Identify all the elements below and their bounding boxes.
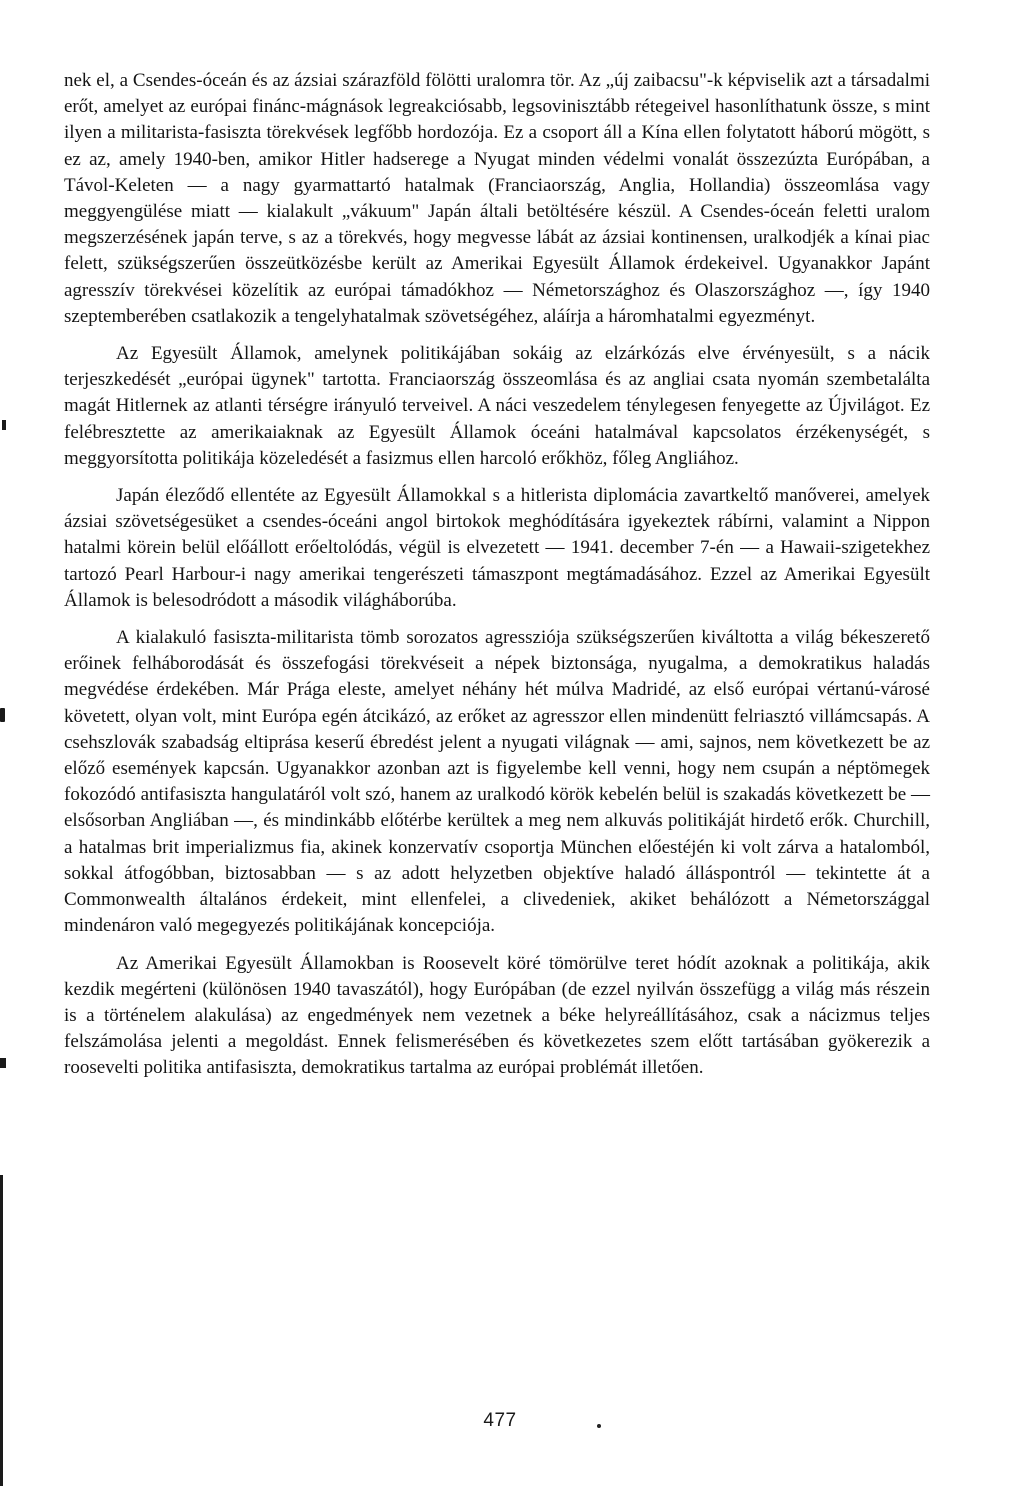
scan-edge-mark [2,420,6,430]
scan-binding-edge [0,1175,3,1486]
paragraph-3: Japán éleződő ellentéte az Egyesült Államokkal s a hitlerista diplomácia zavartkeltő manőverei, amelyek ázsiai szövetségesüket a csendes-óceáni angol birtokok meghódítására igyekeztek rábírni, valamint a Nippon hatalmi körein belül előállott erőeltolódás, végül is elvezetett — 1941. december 7-én — a Hawaii-szigetekhez tartozó Pearl Harbour-i nagy amerikai tengerészeti támaszpont megtámadásához. Ezzel az Amerikai Egyesült Államok is belesodródott a második világháborúba. [64,485,930,611]
paragraph-5: Az Amerikai Egyesült Államokban is Roosevelt köré tömörülve teret hódít azoknak a politikája, akik kezdik megérteni (különösen 1940 tavaszától), hogy Európában (de ezzel nyilván összefügg a világ más részein is a történelem alakulása) az engedmények nem vezetnek a béke helyreállításához, csak a nácizmus teljes felszámolása jelenti a megoldást. Ennek felismerésében és következetes szem előtt tartásában gyökerezik a roosevelti politika antifasiszta, demokratikus tartalma az európai problémát illetően. [64,952,930,1079]
paragraph-4: A kialakuló fasiszta-militarista tömb sorozatos agressziója szükségszerűen kiváltotta a világ békeszerető erőinek felháborodását és összefogási törekvéseit a népek biztonsága, nyugalma, a demokratikus haladás megvédése érdekében. Már Prága eleste, amelyet néhány hét múlva Madridé, az első európai vértanú-városé követett, olyan volt, mint Európa egén átcikázó, az erőket az agresszor ellen mindenütt felriasztó villámcsapás. A csehszlovák szabadság eltiprása keserű ébredést jelent a nyugati világnak — ami, sajnos, nem következett be az előző események kapcsán. Ugyanakkor azonban azt is figyelembe kell venni, hogy nem csupán a néptömegek fokozódó antifasiszta hangulatáról volt szó, hanem az uralkodó körök kebelén belül is szakadás következett be — elsősorban Angliában —, és mindinkább előtérbe kerültek a meg nem alkuvás politikáját hirdető erők. Churchill, a hatalmas brit imperializmus fia, akinek konzervatív csoportja München előestéjén ki volt zárva a hatalomból, sokkal átfogóbban, biztosabban — s az adott helyzetben objektíve haladó álláspontról — tekintette át a Commonwealth általános érdekeit, mint ellenfelei, a clivedeniek, akiket behálózott a Németországgal mindenáron való megegyezés politikájának koncepciója. [64,627,930,937]
page-number: 477 [483,1410,517,1431]
scan-speck [597,1424,601,1428]
page-body [64,68,930,1093]
paragraph-2: Az Egyesült Államok, amelynek politikájában sokáig az elzárkózás elve érvényesült, s a nácik terjeszkedését „európai ügynek" tartotta. Franciaország összeomlása és az angliai csata nyomán szembetalálta magát Hitlernek az atlanti térségre irányuló terveivel. A náci veszedelem ténylegesen fenyegette az Újvilágot. Ez felébresztette az amerikaiaknak az Egyesült Államok óceáni hatalmával kapcsolatos érzékenységét, s meggyorsította politikája közeledését a fasizmus ellen harcoló erőkhöz, főleg Angliához. [64,343,930,469]
scan-edge-mark [0,1058,6,1068]
scan-edge-mark [0,708,5,722]
paragraph-1: nek el, a Csendes-óceán és az ázsiai szárazföld fölötti uralomra tör. Az „új zaibacsu"-k képviselik azt a társadalmi erőt, amelyet az európai finánc-mágnások legreakciósabb, legsovinisztább rétegeivel hasonlíthatunk össze, s mint ilyen a militarista-fasiszta törekvések legfőbb hordozója. Ez a csoport áll a Kína ellen folytatott háború mögött, s ez az, amely 1940-ben, amikor Hitler hadserege a Nyugat minden védelmi vonalát összezúzta Európában, a Távol-Keleten — a nagy gyarmattartó hatalmak (Franciaország, Anglia, Hollandia) összeomlása vagy meggyengülése miatt — kialakult „vákuum" Japán általi betöltésére készül. A Csendes-óceán feletti uralom megszerzésének japán terve, s az a törekvés, hogy megvesse lábát az ázsiai kontinensen, uralkodjék a kínai piac felett, szükségszerűen összeütközésbe került az Amerikai Egyesült Államok érdekeivel. Ugyanakkor Japánt agresszív törekvései közelítik az európai támadókhoz — Németországhoz és Olaszországhoz —, így 1940 szeptemberében csatlakozik a tengelyhatalmak szövetségéhez, aláírja a háromhatalmi egyezményt. [64,70,930,327]
